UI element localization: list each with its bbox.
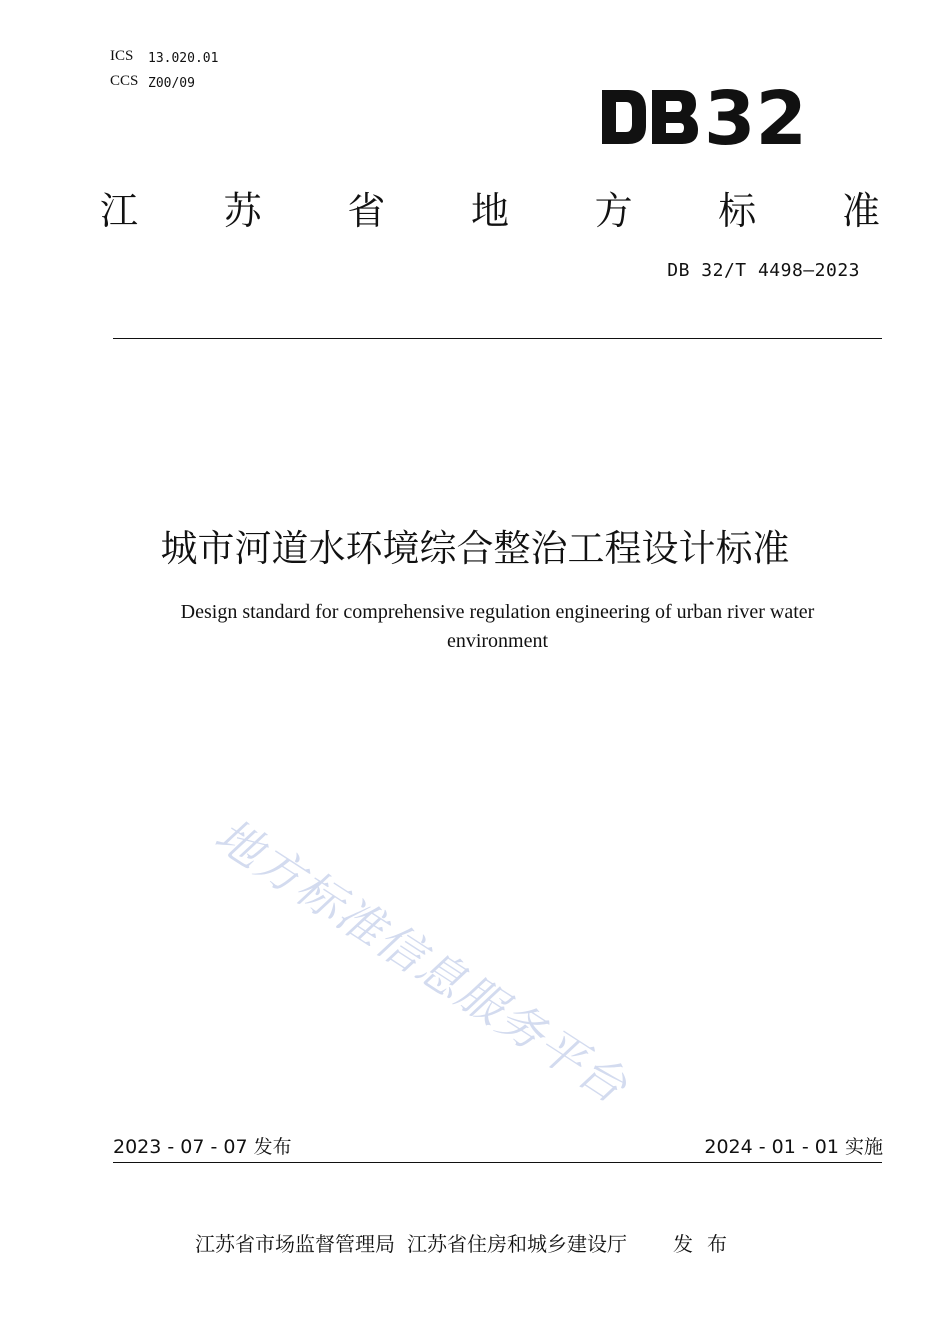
top-divider	[113, 338, 882, 339]
db32-logo	[600, 80, 812, 152]
ics-label: ICS	[110, 48, 134, 64]
ics-value: 13.020.01	[148, 51, 219, 66]
standard-type-char: 标	[718, 189, 757, 233]
standard-type-char: 省	[347, 189, 386, 233]
publisher-housing-construction: 江苏省住房和城乡建设厅	[407, 1232, 627, 1256]
standard-type-char: 江	[100, 189, 139, 233]
publish-label: 发布	[673, 1232, 741, 1256]
publisher-market-regulation: 江苏省市场监督管理局	[195, 1232, 395, 1256]
release-date: 2023 - 07 - 07 发布	[113, 1136, 292, 1158]
standard-type-char: 苏	[223, 189, 262, 233]
standard-type-char: 准	[841, 189, 880, 233]
svg-text:32: 32	[704, 80, 807, 152]
ccs-label: CCS	[110, 73, 139, 89]
ics-row	[110, 44, 218, 69]
bottom-divider	[113, 1162, 882, 1163]
standard-type-heading	[100, 180, 880, 235]
ccs-row	[110, 69, 218, 94]
standard-number: DB 32/T 4498—2023	[667, 260, 860, 281]
title-english: Design standard for comprehensive regulation engineering of urban river water environment	[180, 601, 815, 652]
implementation-date: 2024 - 01 - 01 实施	[704, 1136, 883, 1158]
classification-block	[110, 44, 218, 94]
date-row	[113, 1132, 883, 1159]
standard-type-char: 地	[470, 189, 509, 233]
ccs-value: Z00/09	[148, 76, 195, 91]
watermark: 地方标准信息服务平台	[205, 807, 638, 1115]
title-chinese: 城市河道水环境综合整治工程设计标准	[160, 527, 790, 570]
standard-type-char: 方	[594, 189, 633, 233]
publishers-line	[195, 1228, 741, 1257]
